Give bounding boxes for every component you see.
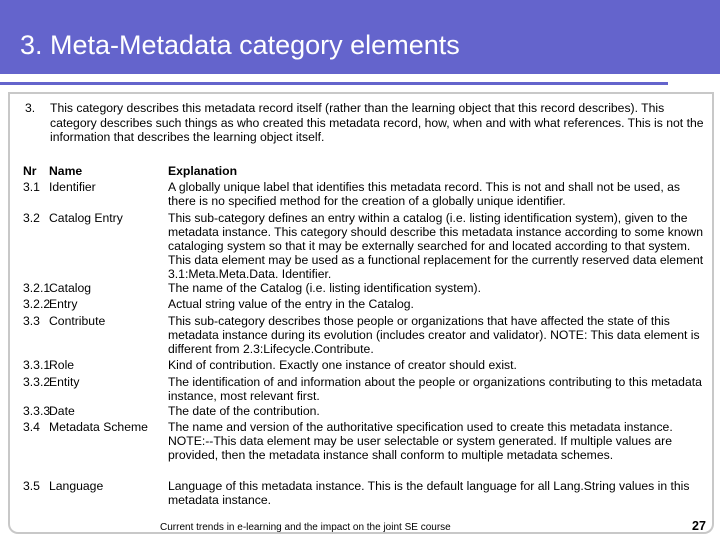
row-name: Role xyxy=(49,358,75,372)
row-name: Catalog Entry xyxy=(49,211,123,225)
row-nr: 3.3 xyxy=(23,314,40,328)
row-name: Metadata Scheme xyxy=(49,420,148,434)
row-nr: 3.4 xyxy=(23,420,40,434)
row-name: Contribute xyxy=(49,314,106,328)
row-explanation: The name of the Catalog (i.e. listing identification system). xyxy=(168,281,481,295)
row-nr: 3.5 xyxy=(23,479,40,493)
row-explanation: Kind of contribution. Exactly one instance of creator should exist. xyxy=(168,358,517,372)
row-name: Entry xyxy=(49,297,78,311)
row-explanation: This sub-category defines an entry within a catalog (i.e. listing identification system), given to the metadata instance. This category should describe this metadata instance according to some known cataloging system so that it may be externally searched for and located according to that system. This data element may be used as a functional replacement for the currently reserved data element 3.1:Meta.Meta.Data. Identifier. xyxy=(168,211,704,282)
row-explanation: This sub-category describes those people or organizations that have affected the state of this metadata instance during its evolution (includes creator and validator). NOTE: This data element is different from 2.3:Lifecycle.Contribute. xyxy=(168,314,700,357)
row-explanation: Language of this metadata instance. This is the default language for all Lang.String values in this metadata instance. xyxy=(168,479,690,508)
row-nr: 3.2 xyxy=(23,211,40,225)
row-explanation: A globally unique label that identifies this metadata record. This is not and shall not be used, as there is no specified method for the creation of a globally unique identifier. xyxy=(168,180,680,209)
row-nr: 3.3.1 xyxy=(23,358,51,372)
header-name: Name xyxy=(49,164,83,178)
row-explanation: The date of the contribution. xyxy=(168,404,320,418)
row-nr: 3.2.2 xyxy=(23,297,51,311)
page-number: 27 xyxy=(692,519,706,533)
row-name: Language xyxy=(49,479,104,493)
row-nr: 3.1 xyxy=(23,180,40,194)
slide-title: 3. Meta-Metadata category elements xyxy=(20,30,460,60)
row-nr: 3.3.2 xyxy=(23,375,51,389)
row-nr: 3.2.1 xyxy=(23,281,51,295)
intro-text: This category describes this metadata record itself (rather than the learning object that this record describes). This category describes such things as who created this metadata record, how, when and with what references. This is not the information that describes the learning object itself. xyxy=(50,101,704,145)
row-name: Entity xyxy=(49,375,80,389)
row-explanation: The name and version of the authoritative specification used to create this metadata instance. NOTE:--This data element may be user selectable or system generated. If multiple values are provided, then the metadata instance shall conform to multiple metadata schemes. xyxy=(168,420,673,463)
row-name: Date xyxy=(49,404,75,418)
title-underline xyxy=(0,82,668,85)
row-name: Identifier xyxy=(49,180,96,194)
intro-number: 3. xyxy=(25,101,36,115)
row-explanation: The identification of and information about the people or organizations contributing to this metadata instance, most relevant first. xyxy=(168,375,702,404)
header-nr: Nr xyxy=(23,164,37,178)
content-frame xyxy=(8,92,714,534)
row-name: Catalog xyxy=(49,281,92,295)
header-explanation: Explanation xyxy=(168,164,238,178)
footer-text: Current trends in e-learning and the impact on the joint SE course xyxy=(160,522,451,533)
title-bar xyxy=(0,0,720,74)
row-explanation: Actual string value of the entry in the Catalog. xyxy=(168,297,414,311)
row-nr: 3.3.3 xyxy=(23,404,51,418)
